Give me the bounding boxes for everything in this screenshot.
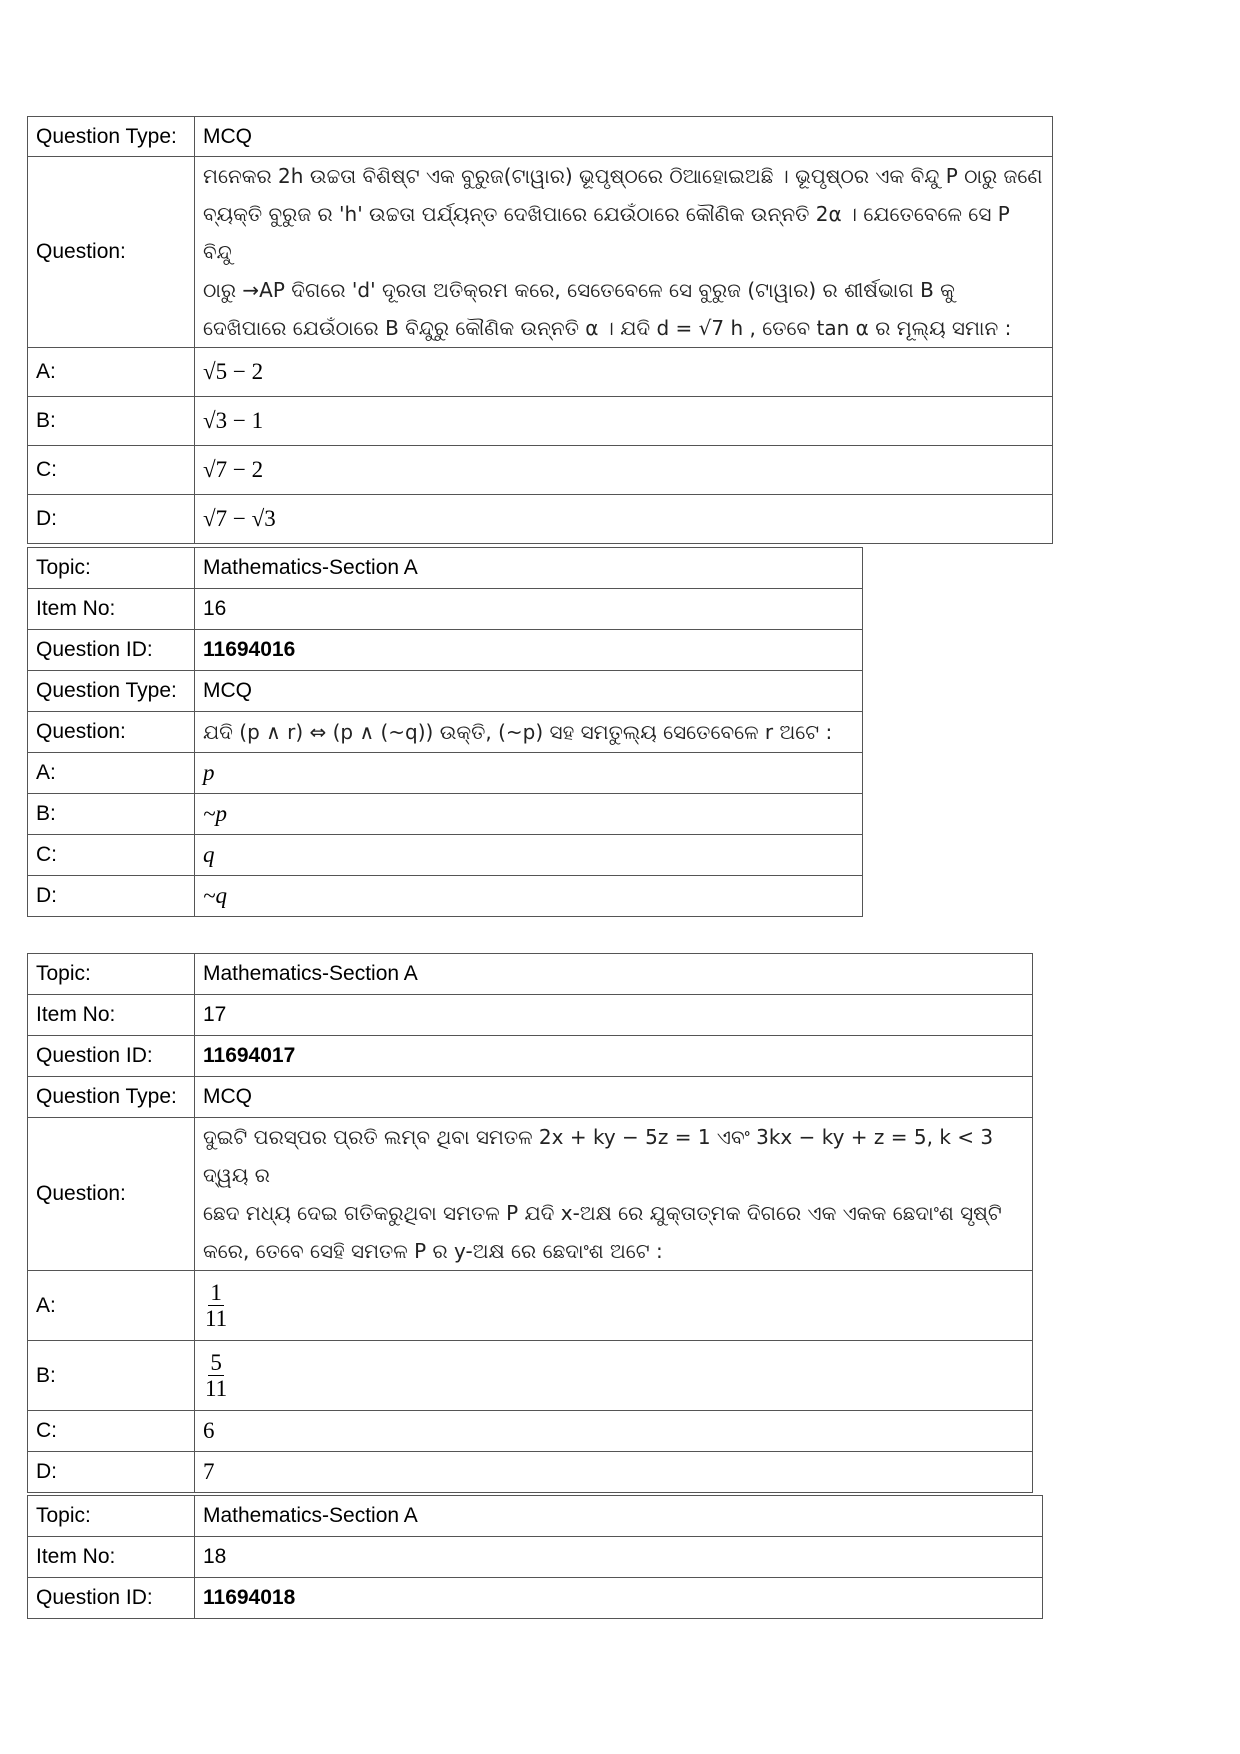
option-label: B:: [28, 794, 195, 835]
option-value: [195, 1341, 1033, 1411]
option-value: p: [195, 753, 863, 794]
question-row: [28, 712, 863, 753]
item-label: Item No:: [28, 995, 195, 1036]
question-row: [28, 1118, 1033, 1271]
option-row: [28, 495, 1053, 544]
item-value: 16: [195, 589, 863, 630]
id-label: Question ID:: [28, 1578, 195, 1619]
type-value: MCQ: [195, 1077, 1033, 1118]
question-line: ବ୍ୟକ୍ତି ବୁରୁଜ ର 'h' ଉଚ୍ଚତା ପର୍ଯ୍ୟନ୍ତ ଦେଖିପାରେ ଯେଉଁଠାରେ କୌଣିକ ଉନ୍ନତି 2α । ଯେତେବେଳେ ସେ P ବିନ୍ଦୁ: [203, 202, 1010, 264]
item-row: [28, 589, 863, 630]
topic-value: Mathematics-Section A: [195, 1496, 1043, 1537]
question-line: ମନେକର 2h ଉଚ୍ଚତା ବିଶିଷ୍ଟ ଏକ ବୁରୁଜ(ଟାୱାର) ଭୂପୃଷ୍ଠରେ ଠିଆହୋଇଅଛି । ଭୂପୃଷ୍ଠର ଏକ ବିନ୍ଦୁ P ଠାରୁ ଜଣେ: [203, 164, 1043, 188]
question-text: ଯଦି (p ∧ r) ⇔ (p ∧ (~q)) ଉକ୍ତି, (~p) ସହ ସମତୁଲ୍ୟ ସେତେବେଳେ r ଅଟେ :: [195, 712, 863, 753]
option-label: B:: [28, 397, 195, 446]
numerator: 1: [210, 1279, 222, 1305]
type-row: [28, 117, 1053, 157]
option-row: [28, 753, 863, 794]
option-row: [28, 446, 1053, 495]
fraction: [203, 1350, 229, 1402]
id-row: [28, 1036, 1033, 1077]
question-16-table: [27, 547, 863, 917]
question-row: [28, 157, 1053, 348]
id-row: [28, 1578, 1043, 1619]
id-value: 11694018: [195, 1578, 1043, 1619]
denominator: 11: [205, 1376, 228, 1401]
id-label: Question ID:: [28, 1036, 195, 1077]
option-row: [28, 1452, 1033, 1493]
item-value: 17: [195, 995, 1033, 1036]
item-label: Item No:: [28, 589, 195, 630]
id-row: [28, 630, 863, 671]
question-17-table: [27, 953, 1033, 1493]
option-row: [28, 348, 1053, 397]
topic-row: [28, 548, 863, 589]
option-label: B:: [28, 1341, 195, 1411]
option-label: A:: [28, 753, 195, 794]
type-value: MCQ: [195, 117, 1053, 157]
option-row: [28, 397, 1053, 446]
option-value: [195, 1271, 1033, 1341]
item-row: [28, 1537, 1043, 1578]
id-label: Question ID:: [28, 630, 195, 671]
option-label: D:: [28, 1452, 195, 1493]
question-label: Question:: [28, 712, 195, 753]
option-value: ~q: [195, 876, 863, 917]
question-line: ଠାରୁ →AP ଦିଗରେ 'd' ଦୂରତା ଅତିକ୍ରମ କରେ, ସେତେବେଳେ ସେ ବୁରୁଜ (ଟାୱାର) ର ଶୀର୍ଷଭାଗ B କୁ: [203, 278, 955, 302]
type-row: [28, 1077, 1033, 1118]
topic-label: Topic:: [28, 954, 195, 995]
type-label: Question Type:: [28, 671, 195, 712]
question-label: Question:: [28, 157, 195, 348]
type-label: Question Type:: [28, 1077, 195, 1118]
question-line: ଦେଖିପାରେ ଯେଉଁଠାରେ B ବିନ୍ଦୁରୁ କୌଣିକ ଉନ୍ନତି α । ଯଦି d = √7 h , ତେବେ tan α ର ମୂଲ୍ୟ ସମାନ :: [203, 316, 1012, 340]
question-text: [195, 1118, 1033, 1271]
topic-value: Mathematics-Section A: [195, 954, 1033, 995]
topic-row: [28, 954, 1033, 995]
option-value: 7: [195, 1452, 1033, 1493]
type-row: [28, 671, 863, 712]
question-18-table: [27, 1495, 1043, 1619]
fraction: [203, 1280, 229, 1332]
option-row: [28, 876, 863, 917]
option-label: D:: [28, 495, 195, 544]
item-label: Item No:: [28, 1537, 195, 1578]
question-line: କରେ, ତେବେ ସେହି ସମତଳ P ର y-ଅକ୍ଷ ରେ ଛେଦାଂଶ ଅଟେ :: [203, 1239, 663, 1263]
option-label: C:: [28, 1411, 195, 1452]
option-row: [28, 1341, 1033, 1411]
type-label: Question Type:: [28, 117, 195, 157]
option-row: [28, 1411, 1033, 1452]
topic-row: [28, 1496, 1043, 1537]
option-row: [28, 1271, 1033, 1341]
item-row: [28, 995, 1033, 1036]
question-line: ଦୁଇଟି ପରସ୍ପର ପ୍ରତି ଲମ୍ବ ଥିବା ସମତଳ 2x + ky − 5z = 1 ଏବଂ 3kx − ky + z = 5, k < 3 ଦ୍ୱୟ ର: [203, 1125, 994, 1187]
option-label: A:: [28, 1271, 195, 1341]
option-value: √3 − 1: [195, 397, 1053, 446]
option-label: D:: [28, 876, 195, 917]
question-15-table: [27, 116, 1053, 544]
option-value: q: [195, 835, 863, 876]
option-value: ~p: [195, 794, 863, 835]
option-label: A:: [28, 348, 195, 397]
option-value: √7 − √3: [195, 495, 1053, 544]
option-label: C:: [28, 835, 195, 876]
type-value: MCQ: [195, 671, 863, 712]
id-value: 11694017: [195, 1036, 1033, 1077]
option-row: [28, 794, 863, 835]
id-value: 11694016: [195, 630, 863, 671]
option-row: [28, 835, 863, 876]
option-value: √5 − 2: [195, 348, 1053, 397]
option-value: √7 − 2: [195, 446, 1053, 495]
option-value: 6: [195, 1411, 1033, 1452]
denominator: 11: [205, 1306, 228, 1331]
topic-label: Topic:: [28, 548, 195, 589]
numerator: 5: [210, 1349, 222, 1375]
question-label: Question:: [28, 1118, 195, 1271]
topic-label: Topic:: [28, 1496, 195, 1537]
item-value: 18: [195, 1537, 1043, 1578]
option-label: C:: [28, 446, 195, 495]
question-text: [195, 157, 1053, 348]
question-line: ଛେଦ ମଧ୍ୟ ଦେଇ ଗତିକରୁଥିବା ସମତଳ P ଯଦି x-ଅକ୍ଷ ରେ ଯୁକ୍ତାତ୍ମକ ଦିଗରେ ଏକ ଏକକ ଛେଦାଂଶ ସୃଷ୍ଟି: [203, 1201, 1002, 1225]
topic-value: Mathematics-Section A: [195, 548, 863, 589]
